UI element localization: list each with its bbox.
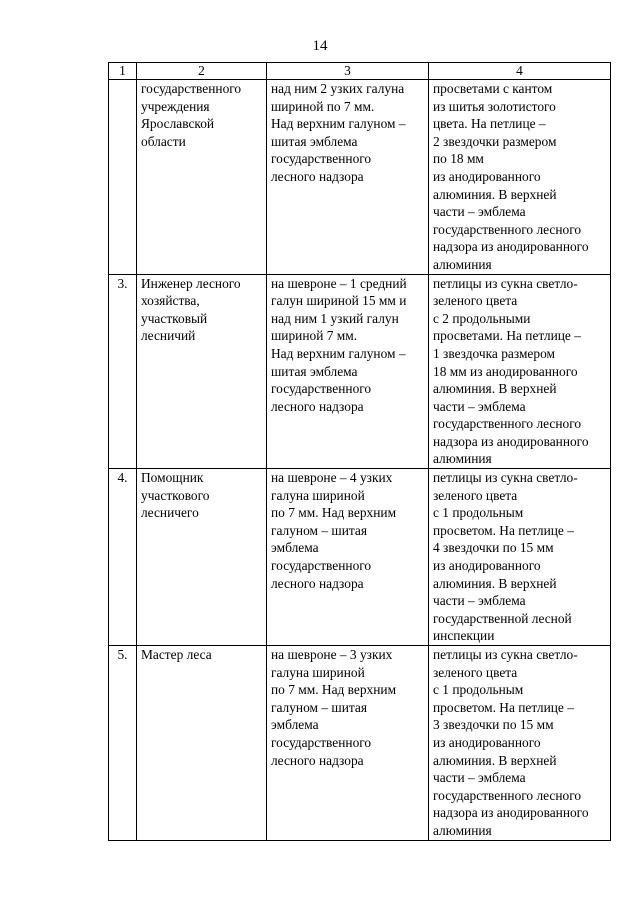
position-cell: Мастер леса [137,646,267,841]
table-header-row [109,63,611,80]
table-row [109,274,611,469]
sleeve-insignia-cell: над ним 2 узких галуна шириной по 7 мм. Над верхним галуном – шитая эмблема государственного лесного надзора [267,80,429,275]
collar-tabs-cell: просветами с кантом из шитья золотистого цвета. На петлице – 2 звездочки размером по 18 мм из анодированного алюминия. В верхней части – эмблема государственного лесного надзора из анодированного алюминия [429,80,611,275]
row-number: 3. [109,274,137,469]
row-number: 5. [109,646,137,841]
collar-tabs-cell: петлицы из сукна светло- зеленого цвета с 2 продольными просветами. На петлице – 1 звездочка размером 18 мм из анодированного алюминия. В верхней части – эмблема государственного лесного надзора из анодированного алюминия [429,274,611,469]
column-header-1: 1 [109,63,137,80]
sleeve-insignia-cell: на шевроне – 4 узких галуна шириной по 7 мм. Над верхним галуном – шитая эмблема государственного лесного надзора [267,469,429,646]
insignia-table [108,62,611,841]
page-number: 14 [312,38,328,54]
collar-tabs-cell: петлицы из сукна светло- зеленого цвета с 1 продольным просветом. На петлице – 3 звездочки по 15 мм из анодированного алюминия. В верхней части – эмблема государственного лесного надзора из анодированного алюминия [429,646,611,841]
table-row [109,469,611,646]
column-header-2: 2 [137,63,267,80]
column-header-3: 3 [267,63,429,80]
table-row [109,80,611,275]
column-header-4: 4 [429,63,611,80]
sleeve-insignia-cell: на шевроне – 3 узких галуна шириной по 7 мм. Над верхним галуном – шитая эмблема государственного лесного надзора [267,646,429,841]
collar-tabs-cell: петлицы из сукна светло- зеленого цвета с 1 продольным просветом. На петлице – 4 звездочки по 15 мм из анодированного алюминия. В верхней части – эмблема государственной лесной инспекции [429,469,611,646]
sleeve-insignia-cell: на шевроне – 1 средний галун шириной 15 мм и над ним 1 узкий галун шириной 7 мм. Над верхним галуном – шитая эмблема государственного лесного надзора [267,274,429,469]
position-cell: Помощник участкового лесничего [137,469,267,646]
position-cell: Инженер лесного хозяйства, участковый лесничий [137,274,267,469]
row-number: 4. [109,469,137,646]
row-number [109,80,137,275]
table-row [109,646,611,841]
position-cell: государственного учреждения Ярославской области [137,80,267,275]
